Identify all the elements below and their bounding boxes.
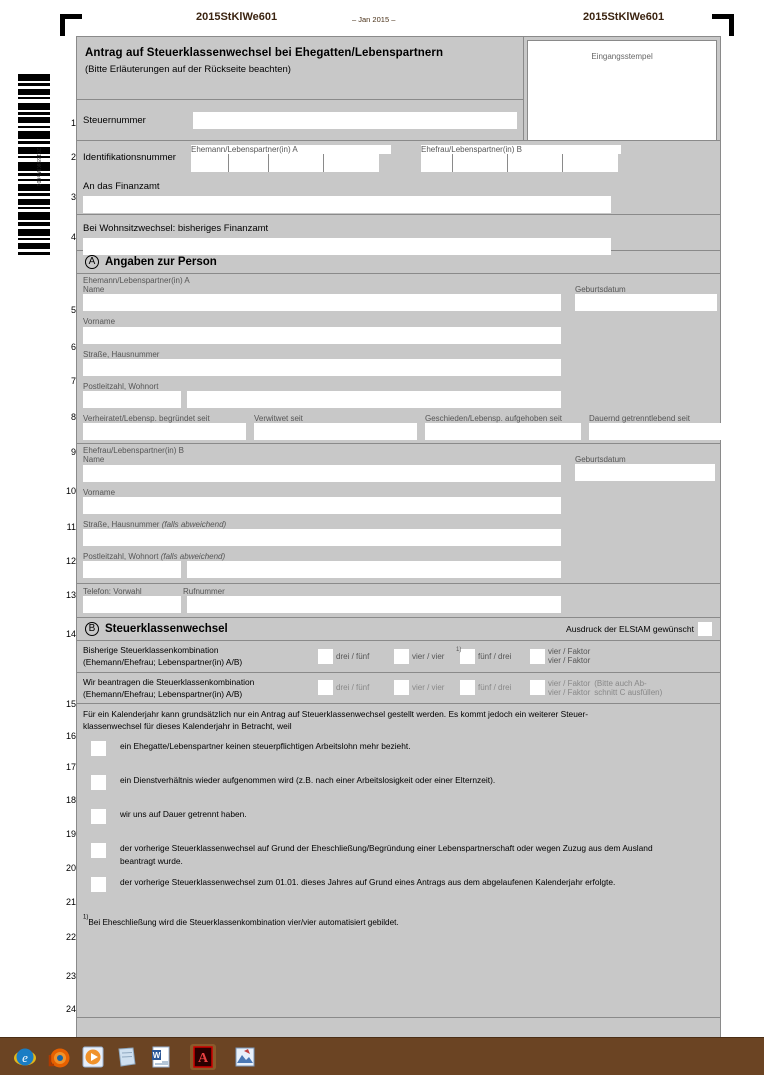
firefox-icon[interactable] [46, 1044, 72, 1070]
telefon-rufnummer-label: Rufnummer [183, 587, 225, 597]
wohnsitzwechsel-band [77, 215, 720, 251]
wechsel-intro-line-1: Für ein Kalenderjahr kann grundsätzlich nur ein Antrag auf Steuerklassenwechsel gestellt werden. Es kommt jedoch ein weiterer Steuer- [83, 709, 589, 719]
row-number: 16 [65, 731, 76, 741]
steuerklasse-requested-option-2-checkbox[interactable] [460, 680, 475, 695]
person-a-plz-ort-label: Postleitzahl, Wohnort [83, 381, 159, 391]
person-a-status-input-2[interactable] [425, 423, 581, 440]
barcode [18, 74, 50, 270]
steuerklasse-requested-note-1: (Bitte auch Ab- [594, 678, 647, 688]
word-glyph [150, 1046, 172, 1068]
svg-text:W: W [152, 1050, 161, 1060]
identifikationsnummer-label: Identifikationsnummer [83, 152, 176, 163]
person-b-geburtsdatum-label: Geburtsdatum [575, 455, 626, 465]
steuerklasse-row-current [77, 641, 720, 672]
row-number: 12 [65, 556, 76, 566]
wechsel-intro [77, 704, 720, 732]
row-number: 6 [70, 342, 76, 352]
person-b-geburtsdatum-input[interactable] [575, 464, 715, 481]
steuerklasse-requested-option-0-checkbox[interactable] [318, 680, 333, 695]
person-a-vorname-label: Vorname [83, 317, 116, 327]
notepad-icon[interactable] [114, 1044, 140, 1070]
person-b-plz-ort-label: Postleitzahl, Wohnort [83, 551, 159, 561]
person-b-heading: Ehefrau/Lebenspartner(in) B [83, 446, 184, 456]
person-a-heading: Ehemann/Lebenspartner(in) A [83, 276, 190, 285]
steuerklasse-current-label-2: (Ehemann/Ehefrau; Lebenspartner(in) A/B) [83, 657, 243, 668]
person-a-status-input-0[interactable] [83, 423, 246, 440]
steuerklasse-current-option-3-label-1: vier / Faktor [548, 647, 591, 657]
person-a-strasse-input[interactable] [83, 359, 561, 376]
person-a-status-label-2: Geschieden/Lebensp. aufgehoben seit [425, 413, 562, 423]
footnote [77, 910, 720, 930]
person-a-name-label: Name [83, 285, 105, 295]
steuernummer-input[interactable] [193, 112, 517, 129]
steuernummer-label: Steuernummer [83, 114, 146, 126]
svg-text:A: A [197, 1050, 209, 1066]
section-a-title: Angaben zur Person [105, 256, 217, 268]
person-b-vorname-input[interactable] [83, 497, 561, 514]
reason-4-label: der vorherige Steuerklassenwechsel zum 01.01. dieses Jahres auf Grund eines Antrags aus dem abgelaufenen Kalenderjahr erfolgte. [120, 877, 616, 888]
notepad-glyph [116, 1046, 138, 1068]
steuerklasse-row-requested [77, 673, 720, 704]
reason-item [83, 740, 714, 774]
telefon-vorwahl-input[interactable] [83, 596, 181, 613]
reason-item [83, 876, 714, 910]
tax-form-sheet [76, 36, 721, 1038]
person-a-status-label-3: Dauernd getrenntlebend seit [589, 413, 690, 423]
steuerklasse-requested-option-1-label: vier / vier [412, 683, 445, 693]
row-number: 24 [65, 1004, 76, 1014]
steuerklasse-requested-option-0-label: drei / fünf [336, 683, 370, 693]
person-a-status-label-1: Verwitwet seit [254, 413, 303, 423]
ident-b-input[interactable] [421, 154, 621, 172]
reason-2-label: wir uns auf Dauer getrennt haben. [120, 809, 247, 820]
telefon-vorwahl-label: Telefon: Vorwahl [83, 587, 142, 597]
barcode-label: 2015StKlWe601 [35, 148, 41, 187]
person-b-block [77, 444, 720, 583]
person-b-plz-ort-label-note: (falls abweichend) [160, 551, 226, 561]
person-b-ort-input[interactable] [187, 561, 561, 578]
reason-item [83, 842, 714, 876]
reason-3-checkbox[interactable] [91, 843, 106, 858]
internet-explorer-glyph [13, 1045, 37, 1069]
row-number: 5 [70, 305, 76, 315]
reason-2-checkbox[interactable] [91, 809, 106, 824]
steuerklasse-requested-option-1-checkbox[interactable] [394, 680, 409, 695]
row-number: 10 [65, 486, 76, 496]
row-number: 21 [65, 897, 76, 907]
wohnsitzwechsel-label: Bei Wohnsitzwechsel: bisheriges Finanzamt [83, 223, 269, 234]
reason-1-checkbox[interactable] [91, 775, 106, 790]
firefox-glyph [47, 1045, 71, 1069]
row-number: 3 [70, 192, 76, 202]
person-a-strasse-label: Straße, Hausnummer [83, 349, 160, 359]
row-number: 14 [65, 629, 76, 639]
elstam-label: Ausdruck der ELStAM gewünscht [565, 624, 694, 635]
footnote-text: Bei Eheschließung wird die Steuerklassenkombination vier/vier automatisiert gebildet. [88, 918, 399, 928]
footer-center-date: – Jan 2015 – [352, 15, 396, 24]
reason-1-label: ein Dienstverhältnis wieder aufgenommen wird (z.B. nach einer Arbeitslosigkeit oder einer Elternzeit). [120, 775, 496, 786]
media-player-icon[interactable] [80, 1044, 106, 1070]
ident-finanzamt-band [77, 141, 720, 215]
person-a-block [77, 274, 720, 440]
row-number: 9 [70, 447, 76, 457]
person-a-vorname-input[interactable] [83, 327, 561, 344]
page-title: Antrag auf Steuerklassenwechsel bei Ehegatten/Lebenspartnern [85, 47, 444, 59]
steuerklasse-current-option-3-label-2: vier / Faktor [548, 656, 591, 666]
page-subtitle: (Bitte Erläuterungen auf der Rückseite beachten) [85, 64, 291, 75]
eingangsstempel-label: Eingangsstempel [591, 52, 653, 61]
row-number: 18 [65, 795, 76, 805]
person-b-name-input[interactable] [83, 465, 561, 482]
person-b-plz-input[interactable] [83, 561, 181, 578]
acrobat-reader-icon[interactable] [190, 1044, 216, 1070]
row-number: 8 [70, 412, 76, 422]
row-number: 2 [70, 152, 76, 162]
wohnsitzwechsel-input[interactable] [83, 238, 611, 255]
row-number: 20 [65, 863, 76, 873]
person-b-strasse-input[interactable] [83, 529, 561, 546]
steuerklasse-current-label-1: Bisherige Steuerklassenkombination [83, 645, 219, 656]
footer-left-code: 2015StKlWe601 [196, 11, 278, 23]
section-a-marker: A [85, 255, 99, 269]
row-number: 7 [70, 376, 76, 386]
reason-item [83, 774, 714, 808]
word-icon[interactable] [148, 1044, 174, 1070]
steuerklasse-requested-option-3-checkbox[interactable] [530, 680, 545, 695]
svg-text:e: e [22, 1049, 28, 1065]
finanzamt-input[interactable] [83, 196, 611, 213]
person-a-geburtsdatum-input[interactable] [575, 294, 717, 311]
row-number: 17 [65, 762, 76, 772]
person-a-plz-input[interactable] [83, 391, 181, 408]
ident-a-input[interactable] [191, 154, 391, 172]
reason-0-checkbox[interactable] [91, 741, 106, 756]
person-a-ort-input[interactable] [187, 391, 561, 408]
person-b-strasse-label-note: (falls abweichend) [161, 519, 227, 529]
corner-mark-top-left [60, 14, 82, 36]
form-footer-strip [77, 1017, 720, 1037]
ident-b-label: Ehefrau/Lebenspartner(in) B [421, 145, 621, 154]
steuerklasse-requested-label-2: (Ehemann/Ehefrau; Lebenspartner(in) A/B) [83, 688, 243, 699]
footnote-marker: 1) [83, 915, 89, 922]
taskbar [0, 1037, 764, 1075]
row-number: 22 [65, 932, 76, 942]
person-a-status-input-1[interactable] [254, 423, 417, 440]
row-number: 23 [65, 971, 76, 981]
steuerklasse-requested-label-1: Wir beantragen die Steuerklassenkombination [83, 676, 255, 687]
image-viewer-glyph [234, 1046, 256, 1068]
person-a-name-input[interactable] [83, 294, 561, 311]
steuerklasse-current-option-1-label: vier / vier [412, 651, 445, 661]
row-number: 1 [70, 118, 76, 128]
row-number: 13 [65, 590, 76, 600]
media-player-glyph [82, 1046, 104, 1068]
reason-3-label: der vorherige Steuerklassenwechsel auf Grund der Eheschließung/Begründung einer Lebenspartnerschaft oder wegen Zuzug aus dem Ausland beantragt wurde. [120, 843, 653, 866]
telefon-block [77, 584, 720, 618]
finanzamt-label: An das Finanzamt [83, 181, 160, 193]
person-a-status-input-3[interactable] [589, 423, 731, 440]
section-b-marker: B [85, 622, 99, 636]
acrobat-reader-glyph [192, 1046, 214, 1068]
steuerklasse-requested-option-3-label-1: vier / Faktor [548, 678, 591, 688]
steuerklasse-current-option-0-checkbox[interactable] [318, 649, 333, 664]
row-number: 19 [65, 829, 76, 839]
person-a-status-label-0: Verheiratet/Lebensp. begründet seit [83, 413, 210, 423]
steuerklasse-requested-option-3-label-2: vier / Faktor [548, 687, 591, 697]
reason-4-checkbox[interactable] [91, 877, 106, 892]
row-number: 11 [66, 522, 76, 532]
person-b-name-label: Name [83, 455, 105, 465]
reason-item [83, 808, 714, 842]
steuerklasse-current-option-1-footnote-ref: 1) [456, 646, 462, 653]
steuerklasse-current-option-2-checkbox[interactable] [460, 649, 475, 664]
form-header [77, 37, 720, 141]
eingangsstempel-box [527, 40, 717, 141]
person-b-vorname-label: Vorname [83, 487, 116, 497]
footer-right-code: 2015StKlWe601 [583, 11, 665, 23]
elstam-checkbox[interactable] [698, 622, 712, 636]
steuerklasse-requested-note-2: schnitt C ausfüllen) [594, 687, 663, 697]
reasons-list [77, 732, 720, 910]
section-b-header [77, 618, 720, 641]
corner-mark-top-right [712, 14, 734, 36]
steuerklasse-current-option-2-label: fünf / drei [478, 651, 512, 661]
steuerklasse-requested-option-2-label: fünf / drei [478, 683, 512, 693]
row-number: 4 [70, 232, 76, 242]
section-b-title: Steuerklassenwechsel [105, 623, 228, 636]
person-a-geburtsdatum-label: Geburtsdatum [575, 285, 626, 294]
internet-explorer-icon[interactable] [12, 1044, 38, 1070]
wechsel-intro-line-2: klassenwechsel für dieses Kalenderjahr in Betracht, weil [83, 721, 292, 732]
reason-0-label: ein Ehegatte/Lebenspartner keinen steuerpflichtigen Arbeitslohn mehr bezieht. [120, 741, 411, 752]
image-viewer-icon[interactable] [232, 1044, 258, 1070]
steuerklasse-current-option-0-label: drei / fünf [336, 651, 370, 661]
telefon-rufnummer-input[interactable] [187, 596, 561, 613]
ident-a-label: Ehemann/Lebenspartner(in) A [191, 145, 391, 154]
person-b-strasse-label: Straße, Hausnummer [83, 519, 160, 529]
steuerklasse-current-option-1-checkbox[interactable] [394, 649, 409, 664]
row-number: 15 [65, 699, 76, 709]
steuerklasse-current-option-3-checkbox[interactable] [530, 649, 545, 664]
